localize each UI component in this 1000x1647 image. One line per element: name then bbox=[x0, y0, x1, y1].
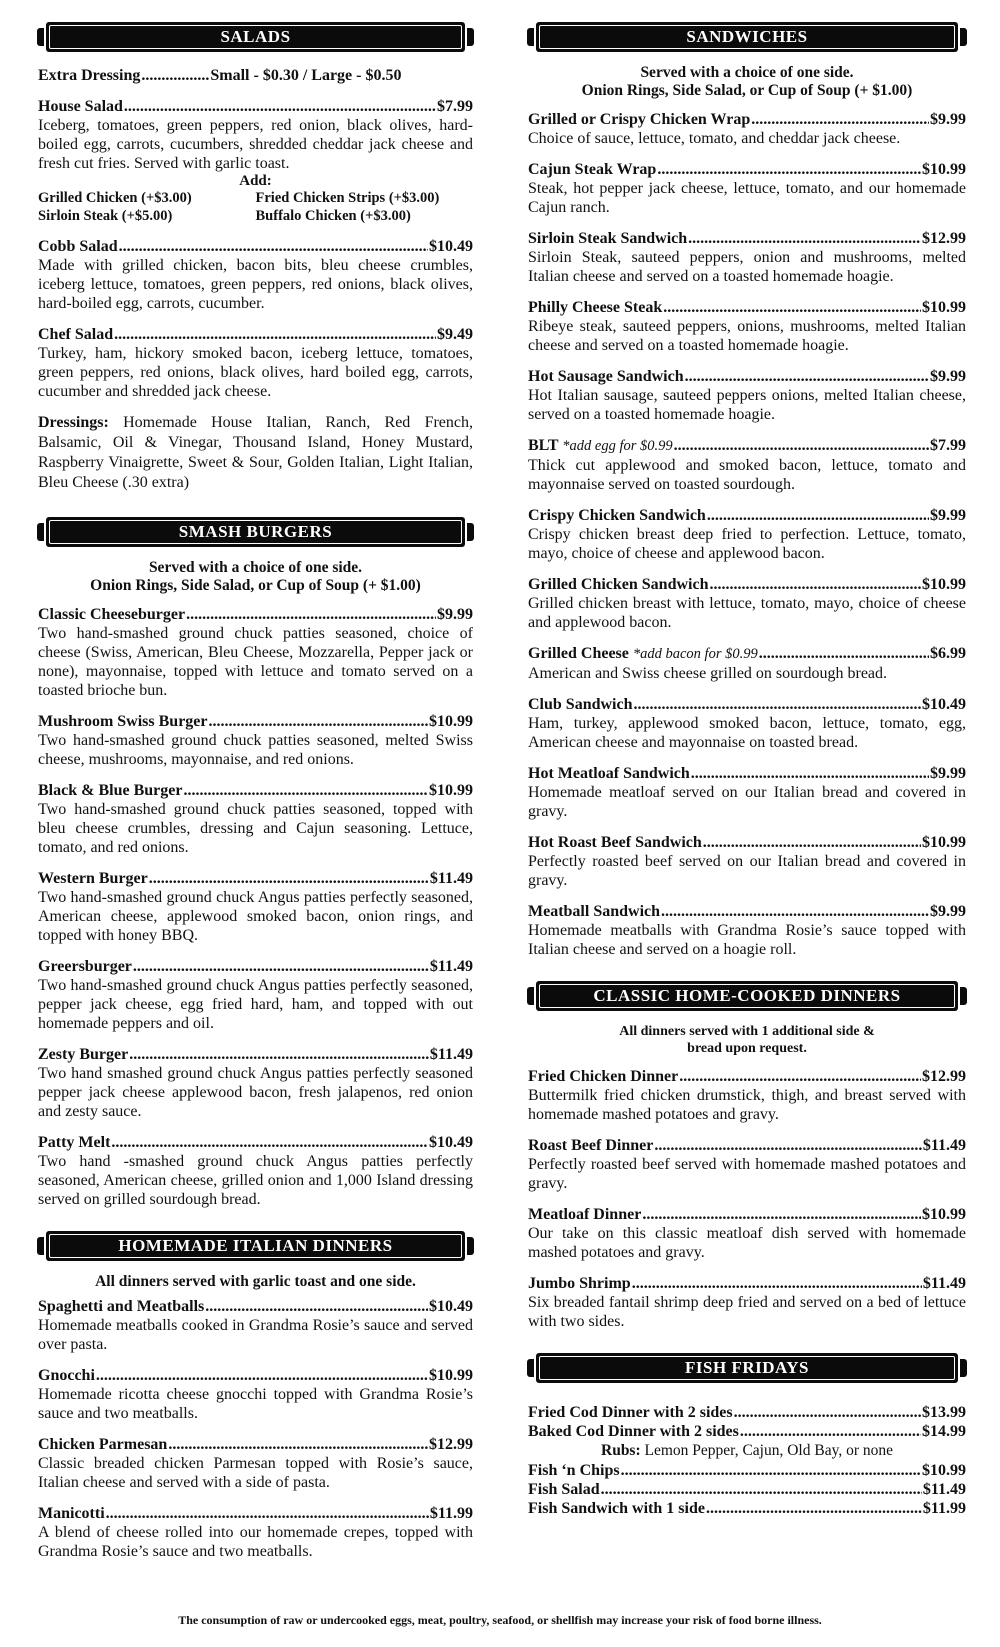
item-price: $9.99 bbox=[437, 606, 473, 623]
burgers-list bbox=[38, 605, 473, 1209]
item-description: Turkey, ham, hickory smoked bacon, iceberg lettuce, tomatoes, green peppers, red onions, black olives, hard boiled egg, carrots, cucumber and shredded jack cheese. bbox=[38, 345, 473, 400]
item-description: Buttermilk fried chicken drumstick, thigh, and breast served with homemade mashed potatoes and gravy. bbox=[528, 1087, 966, 1123]
menu-item bbox=[528, 160, 966, 217]
menu-item bbox=[38, 869, 473, 945]
item-description: Two hand-smashed ground chuck patties seasoned, topped with bleu cheese crumbles, dressing and Cajun seasoning. Lettuce, tomato, and red onions. bbox=[38, 801, 473, 856]
item-name-text: Fish Sandwich with 1 side bbox=[528, 1500, 705, 1517]
classic-banner bbox=[536, 981, 958, 1011]
item-name bbox=[528, 298, 662, 317]
item-description: Sirloin Steak, sauteed peppers, onion and mushrooms, melted Italian cheese and served on a toasted homemade hoagie. bbox=[528, 249, 966, 285]
item-name bbox=[38, 605, 185, 624]
dressings-label: Dressings: bbox=[38, 414, 109, 431]
menu-item bbox=[528, 110, 966, 148]
menu-item bbox=[528, 229, 966, 286]
sandwiches-title: SANDWICHES bbox=[686, 27, 808, 46]
item-price: $14.99 bbox=[922, 1423, 966, 1440]
item-price: $11.49 bbox=[922, 1481, 966, 1498]
item-name-text: Hot Roast Beef Sandwich bbox=[528, 834, 702, 851]
item-name bbox=[38, 781, 182, 800]
item-name-text: Hot Meatloaf Sandwich bbox=[528, 765, 690, 782]
italian-title: HOMEMADE ITALIAN DINNERS bbox=[118, 1236, 393, 1255]
item-name-text: Fish ‘n Chips bbox=[528, 1462, 620, 1479]
item-description: Hot Italian sausage, sauteed peppers onions, melted Italian cheese, served on a toasted homemade hoagie. bbox=[528, 387, 966, 423]
item-price: $10.99 bbox=[922, 161, 966, 178]
item-description: Ribeye steak, sauteed peppers, onions, mushrooms, melted Italian cheese and served on a toasted homemade hoagie. bbox=[528, 318, 966, 354]
item-price: $9.99 bbox=[930, 111, 966, 128]
menu-item bbox=[38, 712, 473, 769]
item-description: Grilled chicken breast with lettuce, tomato, mayo, choice of cheese and applewood bacon. bbox=[528, 595, 966, 631]
item-price: $10.49 bbox=[922, 696, 966, 713]
item-name-text: Baked Cod Dinner with 2 sides bbox=[528, 1423, 739, 1440]
menu-item bbox=[528, 644, 966, 683]
fish-rubs bbox=[528, 1441, 966, 1461]
menu-item bbox=[528, 695, 966, 752]
menu-item bbox=[528, 902, 966, 959]
item-description: Two hand-smashed ground chuck Angus patties perfectly seasoned, American cheese, applewood smoked bacon, onion rings, and topped with honey BBQ. bbox=[38, 889, 473, 944]
item-name-text: Black & Blue Burger bbox=[38, 782, 183, 799]
item-name bbox=[38, 1435, 167, 1454]
item-price: $12.99 bbox=[922, 230, 966, 247]
item-description: Six breaded fantail shrimp deep fried and served on a bed of lettuce with two sides. bbox=[528, 1294, 966, 1330]
item-description: Steak, hot pepper jack cheese, lettuce, tomato, and our homemade Cajun ranch. bbox=[528, 180, 966, 216]
item-name bbox=[38, 1133, 110, 1152]
item-name bbox=[528, 764, 690, 783]
italian-banner bbox=[46, 1231, 465, 1261]
item-name bbox=[528, 229, 687, 248]
item-price: $10.99 bbox=[922, 1462, 966, 1479]
item-description: Homemade meatballs with Grandma Rosie’s sauce topped with Italian cheese and served on a hoagie roll. bbox=[528, 922, 966, 958]
menu-item bbox=[528, 1461, 966, 1480]
menu-item bbox=[528, 1274, 966, 1331]
item-description: Two hand smashed ground chuck Angus patties perfectly seasoned pepper jack cheese applewood bacon, fresh jalapenos, red onion and zesty sauce. bbox=[38, 1065, 473, 1120]
item-price: $13.99 bbox=[922, 1404, 966, 1421]
menu-item bbox=[528, 1205, 966, 1262]
item-name bbox=[38, 957, 132, 976]
item-name bbox=[528, 644, 758, 664]
item-description: Two hand-smashed ground chuck patties seasoned, melted Swiss cheese, mushrooms, mayonnaise, and red onions. bbox=[38, 732, 473, 768]
salads-title: SALADS bbox=[220, 27, 291, 46]
item-name bbox=[528, 506, 706, 525]
menu-item bbox=[38, 1504, 473, 1561]
item-name bbox=[38, 1045, 128, 1064]
fish-top-list bbox=[528, 1403, 966, 1441]
item-price: $10.99 bbox=[922, 834, 966, 851]
menu-item-house-salad bbox=[38, 97, 473, 173]
item-price: $7.99 bbox=[437, 98, 473, 115]
item-name-text: Western Burger bbox=[38, 870, 148, 887]
item-name-text: Meatball Sandwich bbox=[528, 903, 661, 920]
item-name bbox=[528, 575, 708, 594]
item-description: A blend of cheese rolled into our homemade crepes, topped with Grandma Rosie’s sauce and two meatballs. bbox=[38, 1524, 473, 1560]
burgers-banner bbox=[46, 517, 465, 547]
right-column bbox=[528, 22, 966, 1518]
item-price: $10.49 bbox=[429, 1134, 473, 1151]
item-description: Classic breaded chicken Parmesan topped with Rosie’s sauce, Italian cheese and served with a side of pasta. bbox=[38, 1455, 473, 1491]
item-name-text: Zesty Burger bbox=[38, 1046, 129, 1063]
menu-item bbox=[38, 781, 473, 857]
classic-list bbox=[528, 1067, 966, 1331]
item-description: Homemade ricotta cheese gnocchi topped with Grandma Rosie’s sauce and two meatballs. bbox=[38, 1386, 473, 1422]
item-name-text: Cajun Steak Wrap bbox=[528, 161, 657, 178]
menu-item bbox=[528, 1480, 966, 1499]
item-name-text: Manicotti bbox=[38, 1505, 105, 1522]
item-name bbox=[528, 1461, 620, 1480]
dressings-list bbox=[38, 413, 473, 493]
add-on-item: Buffalo Chicken (+$3.00) bbox=[255, 208, 411, 224]
item-price: $11.49 bbox=[429, 958, 473, 975]
item-name-text: Classic Cheeseburger bbox=[38, 606, 186, 623]
item-name bbox=[528, 1067, 678, 1086]
item-price: $10.99 bbox=[922, 1206, 966, 1223]
item-name-text: Greersburger bbox=[38, 958, 132, 975]
menu-item bbox=[528, 1067, 966, 1124]
item-description: American and Swiss cheese grilled on sourdough bread. bbox=[528, 665, 888, 682]
classic-note-2: bread upon request. bbox=[687, 1041, 807, 1056]
sandwiches-list bbox=[528, 110, 966, 959]
item-name-text: Fried Cod Dinner with 2 sides bbox=[528, 1404, 733, 1421]
item-description: Ham, turkey, applewood smoked bacon, lettuce, tomato, egg, American cheese and mayonnaise on toasted bread. bbox=[528, 715, 966, 751]
item-price: $10.99 bbox=[922, 299, 966, 316]
sandwiches-note-2: Onion Rings, Side Salad, or Cup of Soup (+ $1.00) bbox=[581, 82, 913, 99]
add-ons bbox=[38, 189, 473, 225]
sandwiches-note-1: Served with a choice of one side. bbox=[640, 64, 854, 81]
item-name-text: Philly Cheese Steak bbox=[528, 299, 663, 316]
italian-list bbox=[38, 1297, 473, 1561]
item-name-text: Sirloin Steak Sandwich bbox=[528, 230, 688, 247]
item-name bbox=[528, 1403, 733, 1422]
item-name bbox=[528, 833, 702, 852]
item-description: Thick cut applewood and smoked bacon, lettuce, tomato and mayonnaise served on toasted sourdough. bbox=[528, 457, 966, 493]
item-name-text: Chicken Parmesan bbox=[38, 1436, 168, 1453]
menu-item bbox=[38, 1297, 473, 1354]
item-price: $10.49 bbox=[429, 238, 473, 255]
item-price: $11.99 bbox=[922, 1500, 966, 1517]
item-price: $7.99 bbox=[930, 437, 966, 454]
menu-item bbox=[528, 764, 966, 821]
menu-item bbox=[528, 1403, 966, 1422]
item-price: $11.49 bbox=[922, 1275, 966, 1292]
item-name-text: Grilled Chicken Sandwich bbox=[528, 576, 709, 593]
menu-item-cobb-salad bbox=[38, 237, 473, 313]
item-name-text: Fish Salad bbox=[528, 1481, 600, 1498]
item-extra-note: *add egg for $0.99 bbox=[562, 438, 673, 454]
item-name-text: Club Sandwich bbox=[528, 696, 633, 713]
footer-disclaimer: The consumption of raw or undercooked eggs, meat, poultry, seafood, or shellfish may increase your risk of food borne illness. bbox=[178, 1613, 822, 1627]
menu-item bbox=[528, 1422, 966, 1441]
item-price: $11.49 bbox=[429, 870, 473, 887]
item-name bbox=[38, 1504, 105, 1523]
item-name bbox=[528, 1499, 705, 1518]
item-price: $10.49 bbox=[429, 1298, 473, 1315]
add-on-item: Sirloin Steak (+$5.00) bbox=[38, 208, 173, 224]
item-name bbox=[528, 695, 633, 714]
menu-item bbox=[528, 506, 966, 563]
item-name-text: BLT bbox=[528, 437, 559, 454]
item-name-text: Gnocchi bbox=[38, 1367, 95, 1384]
rubs-label: Rubs: bbox=[601, 1442, 641, 1459]
item-description: Homemade meatloaf served on our Italian bread and covered in gravy. bbox=[528, 784, 966, 820]
item-price: $9.99 bbox=[930, 507, 966, 524]
item-description: Iceberg, tomatoes, green peppers, red onion, black olives, hard-boiled egg, carrots, cucumbers, shredded cheddar jack cheese and fresh cut fries. Served with garlic toast. bbox=[38, 117, 473, 172]
item-name: Cobb Salad bbox=[38, 238, 118, 255]
add-on-item: Fried Chicken Strips (+$3.00) bbox=[255, 190, 440, 206]
item-name bbox=[528, 1205, 641, 1224]
item-price: $6.99 bbox=[930, 645, 966, 662]
item-price: $10.99 bbox=[429, 713, 473, 730]
menu-item bbox=[38, 1045, 473, 1121]
item-price: $11.99 bbox=[429, 1505, 473, 1522]
menu-item bbox=[528, 298, 966, 355]
item-description: Our take on this classic meatloaf dish served with homemade mashed potatoes and gravy. bbox=[528, 1225, 966, 1261]
item-description: Homemade meatballs cooked in Grandma Rosie’s sauce and served over pasta. bbox=[38, 1317, 473, 1353]
item-name bbox=[38, 869, 148, 888]
item-name bbox=[528, 160, 656, 179]
extra-dressing-row bbox=[38, 66, 473, 85]
item-name-text: Spaghetti and Meatballs bbox=[38, 1298, 205, 1315]
sandwiches-banner bbox=[536, 22, 958, 52]
item-name bbox=[528, 110, 750, 129]
add-title: Add: bbox=[239, 173, 272, 189]
item-name bbox=[38, 1297, 204, 1316]
menu-item bbox=[528, 436, 966, 494]
item-name-text: Crispy Chicken Sandwich bbox=[528, 507, 706, 524]
item-description: Two hand-smashed ground chuck Angus patties perfectly seasoned, pepper jack cheese, egg fried hard, ham, and topped with out homemade peppers and oil. bbox=[38, 977, 473, 1032]
item-price: $9.99 bbox=[930, 368, 966, 385]
item-price: $11.49 bbox=[922, 1137, 966, 1154]
item-name-text: Grilled or Crispy Chicken Wrap bbox=[528, 111, 751, 128]
burgers-title: SMASH BURGERS bbox=[178, 522, 333, 541]
salads-banner bbox=[46, 22, 465, 52]
fish-bottom-list bbox=[528, 1461, 966, 1518]
item-name-text: Hot Sausage Sandwich bbox=[528, 368, 684, 385]
item-description: Perfectly roasted beef served on our Italian bread and covered in gravy. bbox=[528, 853, 966, 889]
item-description: Made with grilled chicken, bacon bits, bleu cheese crumbles, iceberg lettuce, tomatoes, green peppers, red onions, black olives, hard-boiled egg, carrots, cucumber. bbox=[38, 257, 473, 312]
italian-note: All dinners served with garlic toast and one side. bbox=[95, 1273, 416, 1290]
menu-item bbox=[528, 1136, 966, 1193]
item-name-text: Mushroom Swiss Burger bbox=[38, 713, 208, 730]
burgers-note-1: Served with a choice of one side. bbox=[148, 559, 363, 576]
item-price: $12.99 bbox=[429, 1436, 473, 1453]
item-name bbox=[528, 1274, 631, 1293]
item-name bbox=[528, 436, 673, 456]
item-name bbox=[528, 1136, 653, 1155]
menu-item bbox=[38, 957, 473, 1033]
extra-dressing-price: Small - $0.30 / Large - $0.50 bbox=[210, 67, 402, 84]
item-name bbox=[528, 367, 684, 386]
menu-item bbox=[528, 367, 966, 424]
item-description: Perfectly roasted beef served with homemade mashed potatoes and gravy. bbox=[528, 1156, 966, 1192]
rubs-text: Lemon Pepper, Cajun, Old Bay, or none bbox=[644, 1442, 893, 1459]
item-price: $9.49 bbox=[437, 326, 473, 343]
item-name: Chef Salad bbox=[38, 326, 114, 343]
item-name-text: Roast Beef Dinner bbox=[528, 1137, 654, 1154]
item-description: Choice of sauce, lettuce, tomato, and cheddar jack cheese. bbox=[528, 130, 901, 147]
add-on-item: Grilled Chicken (+$3.00) bbox=[38, 190, 192, 206]
menu-item bbox=[528, 1499, 966, 1518]
classic-note-1: All dinners served with 1 additional side & bbox=[619, 1024, 875, 1039]
item-extra-note: *add bacon for $0.99 bbox=[632, 646, 758, 662]
item-name-text: Patty Melt bbox=[38, 1134, 111, 1151]
item-price: $9.99 bbox=[930, 903, 966, 920]
item-name bbox=[38, 712, 208, 731]
left-column bbox=[38, 22, 473, 1561]
item-price: $10.99 bbox=[429, 1367, 473, 1384]
item-description: Two hand-smashed ground chuck patties seasoned, choice of cheese (Swiss, American, Bleu Cheese, Mozzarella, Pepper jack or none), mayonnaise, topped with lettuce and tomato served on a toasted brioche bun. bbox=[38, 625, 473, 699]
extra-dressing-name: Extra Dressing bbox=[38, 67, 141, 84]
item-name-text: Jumbo Shrimp bbox=[528, 1275, 631, 1292]
item-name bbox=[528, 1422, 739, 1441]
burgers-note-2: Onion Rings, Side Salad, or Cup of Soup (+ $1.00) bbox=[90, 577, 421, 594]
menu-item bbox=[528, 833, 966, 890]
dressings-text: Homemade House Italian, Ranch, Red French, Balsamic, Oil & Vinegar, Thousand Island, Honey Mustard, Raspberry Vinaigrette, Sweet & Sour, Golden Italian, Light Italian, Bleu Cheese (.30 extra) bbox=[38, 414, 473, 491]
menu-item bbox=[38, 605, 473, 700]
item-name-text: Meatloaf Dinner bbox=[528, 1206, 642, 1223]
item-name-text: Grilled Cheese bbox=[528, 645, 629, 662]
classic-title: CLASSIC HOME-COOKED DINNERS bbox=[593, 986, 901, 1005]
fish-banner bbox=[536, 1353, 958, 1383]
item-description: Crispy chicken breast deep fried to perfection. Lettuce, tomato, mayo, choice of cheese and applewood bacon. bbox=[528, 526, 966, 562]
item-price: $11.49 bbox=[429, 1046, 473, 1063]
item-name: House Salad bbox=[38, 98, 123, 115]
menu-item bbox=[38, 1133, 473, 1209]
item-price: $9.99 bbox=[930, 765, 966, 782]
item-price: $12.99 bbox=[922, 1068, 966, 1085]
item-name bbox=[528, 902, 660, 921]
menu-item bbox=[38, 1435, 473, 1492]
menu-item bbox=[528, 575, 966, 632]
menu-item bbox=[38, 1366, 473, 1423]
item-name bbox=[38, 1366, 95, 1385]
item-name bbox=[528, 1480, 600, 1499]
item-name-text: Fried Chicken Dinner bbox=[528, 1068, 679, 1085]
item-description: Two hand -smashed ground chuck Angus patties perfectly seasoned, American cheese, grilled onion and 1,000 Island dressing served on grilled sourdough bread. bbox=[38, 1153, 473, 1208]
item-price: $10.99 bbox=[429, 782, 473, 799]
menu-item-chef-salad bbox=[38, 325, 473, 401]
fish-title: FISH FRIDAYS bbox=[685, 1358, 809, 1377]
item-price: $10.99 bbox=[922, 576, 966, 593]
